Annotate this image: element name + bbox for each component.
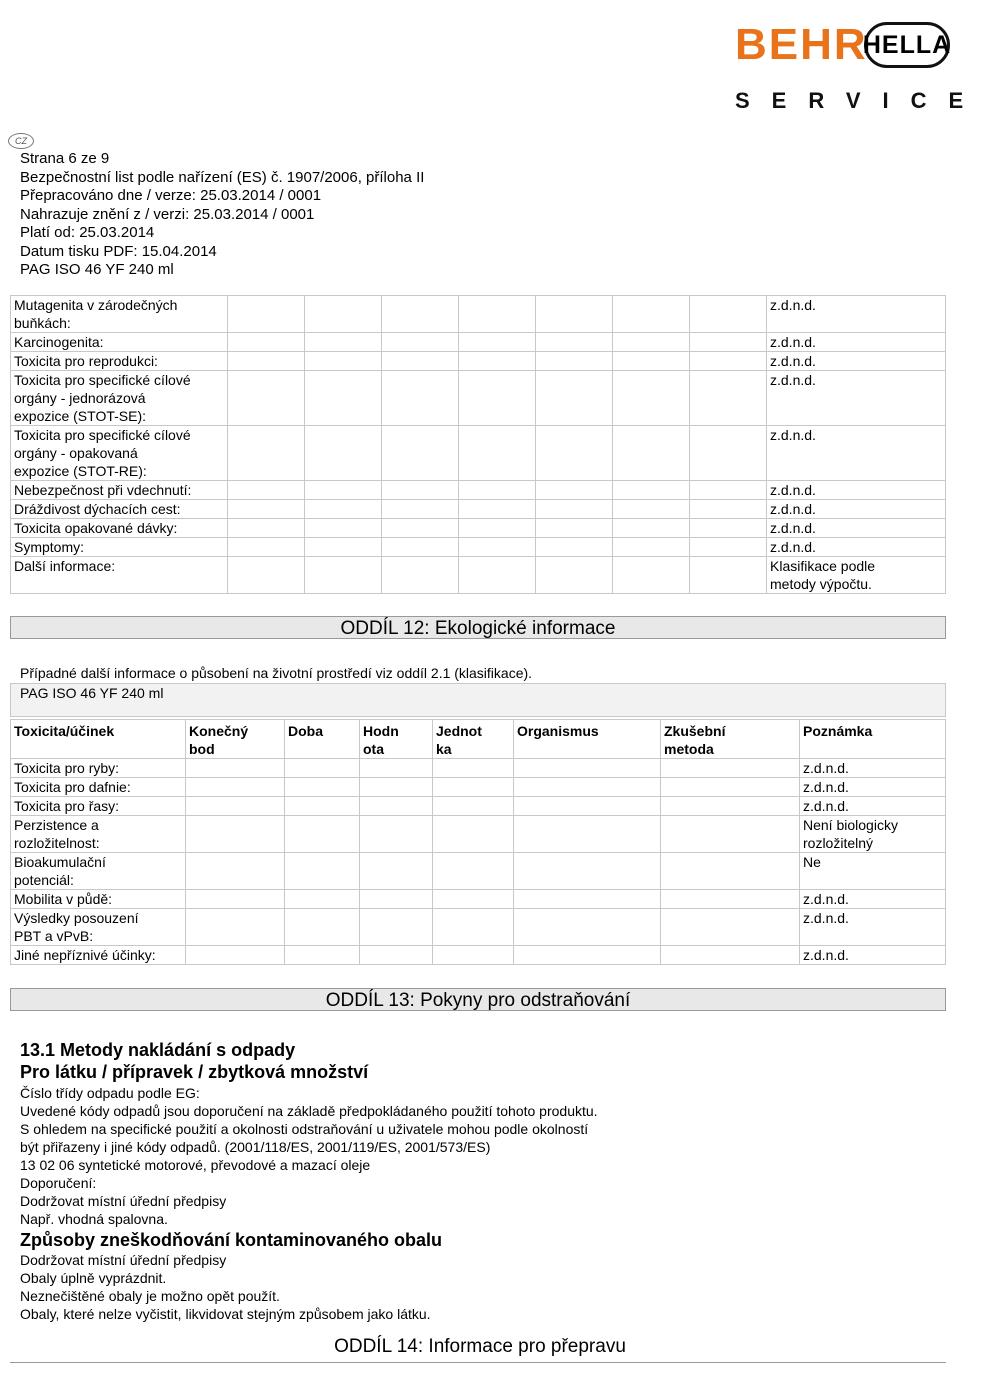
empty-cell	[613, 426, 690, 481]
eco-note: Není biologicky rozložitelný	[800, 816, 946, 853]
section-12-product: PAG ISO 46 YF 240 ml	[20, 685, 164, 701]
table-row	[11, 797, 946, 816]
column-header: Poznámka	[800, 720, 946, 759]
empty-cell	[228, 352, 305, 371]
empty-cell	[661, 778, 800, 797]
empty-cell	[661, 816, 800, 853]
section-14-rule	[10, 1362, 946, 1363]
empty-cell	[661, 909, 800, 946]
empty-cell	[613, 538, 690, 557]
eco-note: z.d.n.d.	[800, 778, 946, 797]
behr-logo: BEHR	[735, 20, 868, 69]
empty-cell	[433, 909, 514, 946]
empty-cell	[285, 759, 360, 778]
packaging-text-line: Obaly, které nelze vyčistit, likvidovat stejným způsobem jako látku.	[20, 1306, 431, 1322]
tox-label: Další informace:	[11, 557, 228, 594]
empty-cell	[514, 909, 661, 946]
tox-value: z.d.n.d.	[767, 296, 946, 333]
empty-cell	[514, 816, 661, 853]
empty-cell	[514, 797, 661, 816]
tox-value: z.d.n.d.	[767, 352, 946, 371]
ecotoxicity-table	[10, 719, 946, 965]
empty-cell	[459, 500, 536, 519]
empty-cell	[536, 371, 613, 426]
empty-cell	[514, 853, 661, 890]
table-row	[11, 426, 946, 481]
eco-label: Mobilita v půdě:	[11, 890, 186, 909]
column-header: Zkušební metoda	[661, 720, 800, 759]
empty-cell	[228, 519, 305, 538]
empty-cell	[360, 778, 433, 797]
tox-label: Toxicita opakované dávky:	[11, 519, 228, 538]
empty-cell	[305, 352, 382, 371]
empty-cell	[690, 352, 767, 371]
section-13-subheading: Pro látku / přípravek / zbytková množství	[20, 1062, 369, 1082]
packaging-text-line: Obaly úplně vyprázdnit.	[20, 1270, 167, 1286]
section-13-title: ODDÍL 13: Pokyny pro odstraňování	[10, 988, 946, 1011]
empty-cell	[360, 946, 433, 965]
tox-value: z.d.n.d.	[767, 333, 946, 352]
empty-cell	[382, 557, 459, 594]
tox-label: Karcinogenita:	[11, 333, 228, 352]
empty-cell	[305, 481, 382, 500]
header-line: Strana 6 ze 9	[20, 150, 110, 167]
empty-cell	[360, 759, 433, 778]
waste-text-line: být přiřazeny i jiné kódy odpadů. (2001/118/ES, 2001/119/ES, 2001/573/ES)	[20, 1139, 491, 1155]
empty-cell	[186, 816, 285, 853]
empty-cell	[228, 296, 305, 333]
empty-cell	[459, 538, 536, 557]
tox-label: Nebezpečnost při vdechnutí:	[11, 481, 228, 500]
empty-cell	[228, 557, 305, 594]
column-header: Organismus	[514, 720, 661, 759]
eco-note: z.d.n.d.	[800, 759, 946, 778]
section-13-text	[20, 1084, 598, 1228]
header-line: Přepracováno dne / verze: 25.03.2014 / 0001	[20, 187, 322, 204]
header-line: Datum tisku PDF: 15.04.2014	[20, 242, 217, 260]
empty-cell	[690, 519, 767, 538]
empty-cell	[285, 909, 360, 946]
empty-cell	[186, 759, 285, 778]
document-header	[20, 150, 424, 280]
table-row	[11, 853, 946, 890]
empty-cell	[514, 890, 661, 909]
empty-cell	[360, 890, 433, 909]
tox-value: z.d.n.d.	[767, 426, 946, 481]
packaging-text-line: Neznečištěné obaly je možno opět použít.	[20, 1288, 280, 1304]
empty-cell	[613, 371, 690, 426]
empty-cell	[690, 333, 767, 352]
column-header: Doba	[285, 720, 360, 759]
empty-cell	[285, 890, 360, 909]
waste-text-line: Dodržovat místní úřední předpisy	[20, 1193, 227, 1209]
waste-text-line: Číslo třídy odpadu podle EG:	[20, 1085, 200, 1101]
packaging-heading: Způsoby zneškodňování kontaminovaného obalu	[20, 1230, 443, 1250]
empty-cell	[536, 481, 613, 500]
empty-cell	[661, 946, 800, 965]
header-line: Platí od: 25.03.2014	[20, 224, 155, 241]
table-row	[11, 500, 946, 519]
empty-cell	[228, 426, 305, 481]
empty-cell	[186, 909, 285, 946]
empty-cell	[613, 519, 690, 538]
tox-value: z.d.n.d.	[767, 371, 946, 426]
table-row	[11, 890, 946, 909]
empty-cell	[433, 759, 514, 778]
eco-label: Toxicita pro dafnie:	[11, 778, 186, 797]
service-logo-text: SERVICE	[735, 88, 985, 113]
tox-value: z.d.n.d.	[767, 481, 946, 500]
empty-cell	[690, 557, 767, 594]
waste-text-line: Doporučení:	[20, 1175, 97, 1191]
empty-cell	[613, 296, 690, 333]
header-line: Nahrazuje znění z / verzi: 25.03.2014 / 0001	[20, 205, 315, 223]
empty-cell	[305, 557, 382, 594]
eco-note: z.d.n.d.	[800, 797, 946, 816]
packaging-text	[20, 1251, 431, 1323]
tox-value: z.d.n.d.	[767, 500, 946, 519]
empty-cell	[186, 797, 285, 816]
empty-cell	[690, 371, 767, 426]
empty-cell	[228, 481, 305, 500]
empty-cell	[305, 538, 382, 557]
toxicology-table	[10, 295, 946, 594]
empty-cell	[382, 296, 459, 333]
empty-cell	[661, 890, 800, 909]
table-row	[11, 371, 946, 426]
header-line: Bezpečnostní list podle nařízení (ES) č. 1907/2006, příloha II	[20, 168, 425, 186]
empty-cell	[536, 352, 613, 371]
eco-label: Perzistence a rozložitelnost:	[11, 816, 186, 853]
empty-cell	[661, 853, 800, 890]
column-header: Jednot ka	[433, 720, 514, 759]
empty-cell	[459, 481, 536, 500]
empty-cell	[690, 481, 767, 500]
empty-cell	[433, 797, 514, 816]
empty-cell	[459, 519, 536, 538]
empty-cell	[613, 333, 690, 352]
empty-cell	[433, 816, 514, 853]
empty-cell	[285, 853, 360, 890]
empty-cell	[305, 519, 382, 538]
empty-cell	[285, 816, 360, 853]
column-header: Konečný bod	[186, 720, 285, 759]
empty-cell	[536, 557, 613, 594]
empty-cell	[613, 352, 690, 371]
packaging-text-line: Dodržovat místní úřední předpisy	[20, 1252, 227, 1268]
empty-cell	[305, 296, 382, 333]
tox-value: z.d.n.d.	[767, 538, 946, 557]
empty-cell	[459, 333, 536, 352]
empty-cell	[536, 333, 613, 352]
empty-cell	[186, 946, 285, 965]
tox-label: Dráždivost dýchacích cest:	[11, 500, 228, 519]
table-row	[11, 557, 946, 594]
table-row	[11, 352, 946, 371]
empty-cell	[186, 778, 285, 797]
empty-cell	[382, 371, 459, 426]
empty-cell	[536, 519, 613, 538]
empty-cell	[661, 797, 800, 816]
empty-cell	[360, 797, 433, 816]
empty-cell	[690, 296, 767, 333]
empty-cell	[228, 333, 305, 352]
table-row	[11, 946, 946, 965]
empty-cell	[305, 426, 382, 481]
section-14-title: ODDÍL 14: Informace pro přepravu	[334, 1336, 626, 1357]
empty-cell	[613, 481, 690, 500]
tox-label: Symptomy:	[11, 538, 228, 557]
eco-label: Toxicita pro ryby:	[11, 759, 186, 778]
hella-logo	[864, 22, 950, 68]
empty-cell	[382, 481, 459, 500]
column-header: Toxicita/účinek	[11, 720, 186, 759]
tox-label: Toxicita pro specifické cílové orgány - jednorázová expozice (STOT-SE):	[11, 371, 228, 426]
table-row	[11, 333, 946, 352]
empty-cell	[382, 500, 459, 519]
empty-cell	[305, 371, 382, 426]
empty-cell	[459, 296, 536, 333]
empty-cell	[186, 853, 285, 890]
empty-cell	[305, 500, 382, 519]
empty-cell	[690, 538, 767, 557]
table-row	[11, 759, 946, 778]
section-12-note: Případné další informace o působení na životní prostředí viz oddíl 2.1 (klasifikace).	[20, 665, 533, 681]
hella-logo-text: HELLA	[862, 30, 952, 59]
empty-cell	[613, 557, 690, 594]
empty-cell	[305, 333, 382, 352]
table-header-row	[11, 720, 946, 759]
waste-text-line: 13 02 06 syntetické motorové, převodové a mazací oleje	[20, 1157, 371, 1173]
empty-cell	[285, 797, 360, 816]
empty-cell	[433, 853, 514, 890]
tox-label: Toxicita pro specifické cílové orgány - opakovaná expozice (STOT-RE):	[11, 426, 228, 481]
empty-cell	[433, 778, 514, 797]
empty-cell	[459, 426, 536, 481]
eco-label: Bioakumulační potenciál:	[11, 853, 186, 890]
table-row	[11, 481, 946, 500]
empty-cell	[514, 778, 661, 797]
empty-cell	[459, 557, 536, 594]
eco-label: Toxicita pro řasy:	[11, 797, 186, 816]
waste-text-line: Např. vhodná spalovna.	[20, 1211, 168, 1227]
tox-label: Mutagenita v zárodečných buňkách:	[11, 296, 228, 333]
empty-cell	[536, 296, 613, 333]
tox-value: Klasifikace podle metody výpočtu.	[767, 557, 946, 594]
empty-cell	[536, 426, 613, 481]
empty-cell	[360, 853, 433, 890]
empty-cell	[382, 519, 459, 538]
empty-cell	[536, 500, 613, 519]
empty-cell	[459, 352, 536, 371]
empty-cell	[382, 352, 459, 371]
header-line: PAG ISO 46 YF 240 ml	[20, 261, 174, 278]
eco-note: z.d.n.d.	[800, 946, 946, 965]
column-header: Hodn ota	[360, 720, 433, 759]
language-badge: CZ	[8, 133, 34, 149]
empty-cell	[514, 759, 661, 778]
empty-cell	[613, 500, 690, 519]
empty-cell	[433, 890, 514, 909]
empty-cell	[690, 500, 767, 519]
table-row	[11, 296, 946, 333]
empty-cell	[360, 816, 433, 853]
eco-note: z.d.n.d.	[800, 909, 946, 946]
empty-cell	[285, 778, 360, 797]
empty-cell	[382, 426, 459, 481]
empty-cell	[285, 946, 360, 965]
empty-cell	[360, 909, 433, 946]
empty-cell	[382, 333, 459, 352]
table-row	[11, 519, 946, 538]
eco-note: Ne	[800, 853, 946, 890]
eco-note: z.d.n.d.	[800, 890, 946, 909]
empty-cell	[228, 500, 305, 519]
waste-text-line: Uvedené kódy odpadů jsou doporučení na základě předpokládaného použití tohoto produktu.	[20, 1103, 598, 1119]
tox-value: z.d.n.d.	[767, 519, 946, 538]
tox-label: Toxicita pro reprodukci:	[11, 352, 228, 371]
empty-cell	[690, 426, 767, 481]
waste-text-line: S ohledem na specifické použití a okolnosti odstraňování u uživatele mohou podle okolností	[20, 1121, 589, 1137]
empty-cell	[514, 946, 661, 965]
table-row	[11, 909, 946, 946]
table-row	[11, 538, 946, 557]
empty-cell	[459, 371, 536, 426]
empty-cell	[536, 538, 613, 557]
empty-cell	[661, 759, 800, 778]
table-row	[11, 816, 946, 853]
empty-cell	[228, 538, 305, 557]
empty-cell	[228, 371, 305, 426]
eco-label: Jiné nepříznivé účinky:	[11, 946, 186, 965]
eco-label: Výsledky posouzení PBT a vPvB:	[11, 909, 186, 946]
table-row	[11, 778, 946, 797]
empty-cell	[186, 890, 285, 909]
section-12-title: ODDÍL 12: Ekologické informace	[10, 616, 946, 639]
section-13-1-heading: 13.1 Metody nakládání s odpady	[20, 1040, 296, 1060]
empty-cell	[382, 538, 459, 557]
empty-cell	[433, 946, 514, 965]
